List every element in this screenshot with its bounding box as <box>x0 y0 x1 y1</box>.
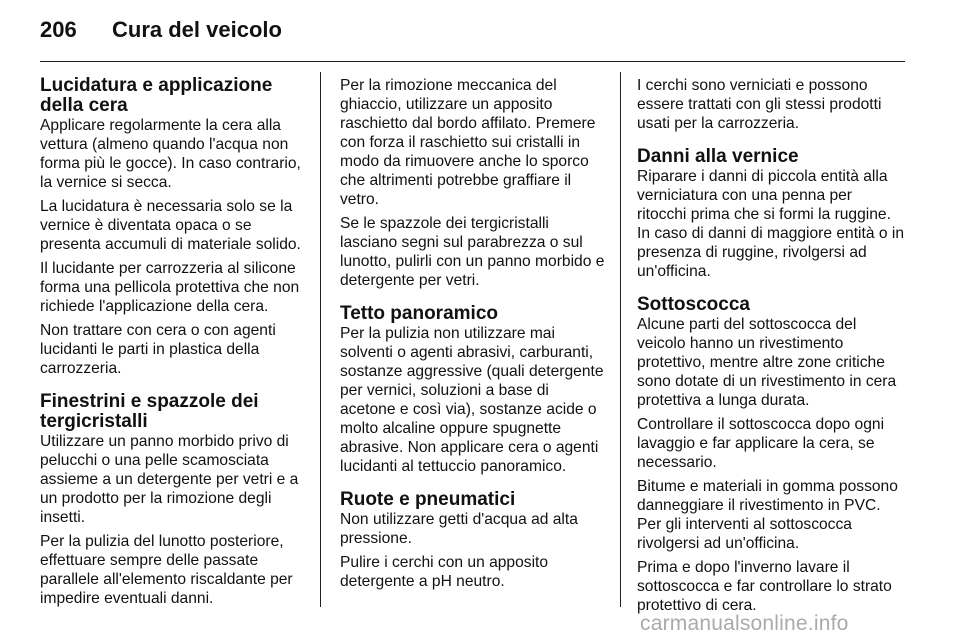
paragraph: Non utilizzare getti d'acqua ad alta pressione. <box>340 511 578 547</box>
section-heading-waxing: Lucidatura e applicazione della cera <box>40 75 273 116</box>
column-divider <box>620 72 621 607</box>
column-left <box>40 76 304 613</box>
section-heading-underbody: Sottoscocca <box>637 294 750 315</box>
paragraph: Prima e dopo l'inverno lavare il sottoscocca e far controllare lo strato protettivo di cera. <box>637 559 892 614</box>
column-divider <box>320 72 321 607</box>
paragraph: Riparare i danni di piccola entità alla verniciatura con una penna per ritocchi prima che si formi la ruggine. In caso di danni di maggiore entità o in presenza di ruggine, rivolgersi ad un'officina. <box>637 168 904 280</box>
paragraph: Il lucidante per carrozzeria al silicone forma una pellicola protettiva che non richiede l'applicazione della cera. <box>40 260 300 315</box>
paragraph: Per la pulizia del lunotto posteriore, effettuare sempre delle passate parallele all'elemento riscaldante per impedire eventuali danni. <box>40 533 293 607</box>
paragraph: Se le spazzole dei tergicristalli lasciano segni sul parabrezza o sul lunotto, pulirli con un panno morbido e detergente per vetri. <box>340 215 605 289</box>
paragraph: Alcune parti del sottoscocca del veicolo hanno un rivestimento protettivo, mentre altre zone critiche sono dotate di un rivestimento in cera protettiva a lunga durata. <box>637 316 897 409</box>
paragraph: Bitume e materiali in gomma possono danneggiare il rivestimento in PVC. Per gli interventi al sottoscocca rivolgersi ad un'officina. <box>637 478 898 552</box>
paragraph: Utilizzare un panno morbido privo di pelucchi o una pelle scamosciata assieme a un detergente per vetri e a un prodotto per la rimozione degli insetti. <box>40 433 299 526</box>
chapter-title: Cura del veicolo <box>112 17 282 42</box>
paragraph: La lucidatura è necessaria solo se la vernice è diventata opaca o se presenta accumuli di materiale solido. <box>40 198 301 253</box>
watermark: carmanualsonline.info <box>640 612 849 635</box>
paragraph: Per la pulizia non utilizzare mai solventi o agenti abrasivi, carburanti, sostanze aggressive (quali detergente per vernici, soluzioni a base di acetone e così via), sostanze acide o molto alcaline oppure spugnette abrasive. Non applicare cera o agenti lucidanti al tettuccio panoramico. <box>340 325 604 475</box>
paragraph: Per la rimozione meccanica del ghiaccio, utilizzare un apposito raschietto dal bordo affilato. Premere con forza il raschietto sui cristalli in modo da rimuovere anche lo sporco che altrimenti potrebbe graffiare il vetro. <box>340 77 596 208</box>
page-number: 206 <box>40 17 77 42</box>
paragraph: Controllare il sottoscocca dopo ogni lavaggio e far applicare la cera, se necessario. <box>637 416 885 471</box>
paragraph: Pulire i cerchi con un apposito detergente a pH neutro. <box>340 554 549 590</box>
paragraph: Non trattare con cera o con agenti lucidanti le parti in plastica della carrozzeria. <box>40 322 276 377</box>
page-header <box>40 8 282 52</box>
section-heading-paint-damage: Danni alla vernice <box>637 146 799 167</box>
header-rule <box>40 61 905 62</box>
column-right <box>637 76 905 620</box>
column-middle <box>340 76 607 596</box>
paragraph: I cerchi sono verniciati e possono essere trattati con gli stessi prodotti usati per la carrozzeria. <box>637 77 882 132</box>
paragraph: Applicare regolarmente la cera alla vettura (almeno quando l'acqua non forma più le gocce). In caso contrario, la vernice si secca. <box>40 117 301 191</box>
section-heading-windows: Finestrini e spazzole dei tergicristalli <box>40 391 259 432</box>
section-heading-wheels: Ruote e pneumatici <box>340 489 516 510</box>
section-heading-sunroof: Tetto panoramico <box>340 303 498 324</box>
